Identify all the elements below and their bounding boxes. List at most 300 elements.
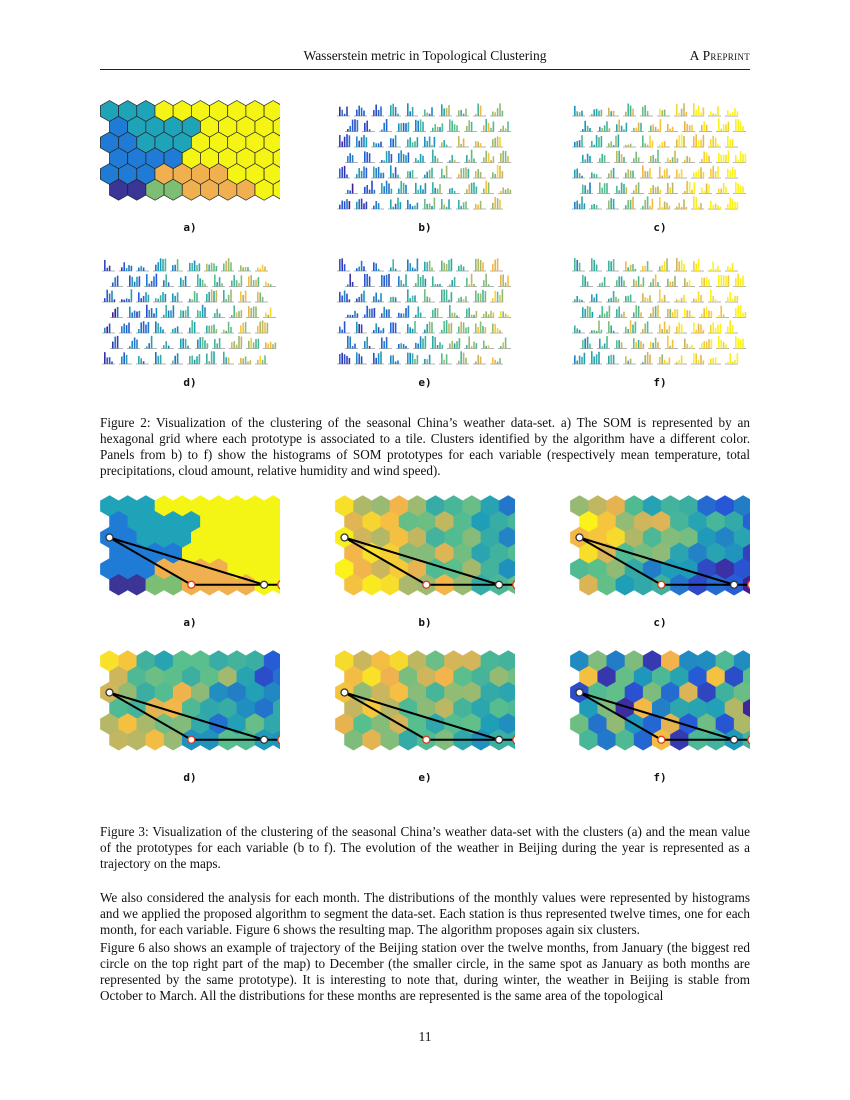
- fig2-hist-precipitation-bar: [708, 156, 710, 163]
- fig2-hist-precipitation-bar: [712, 205, 714, 209]
- fig2-hist-precipitation-bar: [677, 158, 679, 162]
- fig2-hist-temperature-bar: [352, 184, 354, 194]
- fig2-hist-humidity-bar: [442, 345, 444, 349]
- fig2-hist-wind-bar: [618, 340, 620, 348]
- figure-2-caption: Figure 2: Visualization of the clustering of the seasonal China’s weather data-set. a) The SOM is represented by an hexagonal grid where each prototype is associated to a tile. Clusters identified by the algorithm have a different color. Panels from b) to f) show the histograms of SOM prototypes for each variable (respectively mean temperature, total precipitations, cloud amount, relative humidity and wind speed).: [100, 415, 750, 478]
- fig2-hist-temperature-bar: [366, 137, 368, 147]
- fig2-hist-wind-bar: [649, 355, 651, 364]
- fig2-hist-precipitation-bar: [683, 103, 685, 116]
- fig3-cluster-map-trajectory-marker: [261, 581, 268, 588]
- fig2-hist-precipitation-bar: [579, 112, 581, 116]
- fig2-hist-wind-bar: [652, 279, 654, 287]
- fig2-hist-wind-bar: [698, 259, 700, 271]
- fig2-hist-precipitation-bar: [630, 171, 632, 178]
- fig2-hist-humidity-bar: [490, 311, 492, 318]
- fig2-hist-precipitation-bar: [626, 123, 628, 132]
- fig2-hist-wind-bar: [647, 298, 649, 302]
- fig2-hist-cloud-bar: [213, 324, 215, 333]
- fig2-hist-temperature-bar: [476, 186, 478, 193]
- fig3-cluster-map: [100, 495, 280, 610]
- fig2-hist-temperature-bar: [400, 150, 402, 162]
- fig2-hist-temperature-bar: [449, 189, 451, 194]
- fig2-hist-temperature-bar: [341, 201, 343, 209]
- fig2-hist-precipitation-bar: [584, 159, 586, 162]
- fig2-hist-cloud-bar: [131, 313, 133, 318]
- fig2-hist-cloud-bar: [214, 313, 216, 317]
- fig2-cluster-map: [100, 100, 280, 215]
- fig2-hist-cloud-bar: [199, 311, 201, 317]
- fig2-hist-wind-bar: [701, 314, 703, 318]
- fig2-hist-temperature-bar: [420, 119, 422, 131]
- fig2-hist-wind-bar: [669, 325, 671, 333]
- fig2-hist-precipitation-bar: [584, 203, 586, 209]
- fig2-hist-temperature-bar: [500, 191, 502, 193]
- fig2-hist-humidity-bar: [369, 276, 371, 286]
- fig2-hist-cloud-bar: [163, 315, 165, 318]
- fig2-hist-wind-bar: [701, 277, 703, 286]
- fig2-hist-temperature-bar: [458, 136, 460, 147]
- fig2-hist-wind-bar: [737, 353, 739, 364]
- fig2-hist-humidity-bar: [417, 274, 419, 286]
- fig2-hist-wind-bar: [676, 258, 678, 271]
- fig2-hist-wind-bar: [715, 328, 717, 333]
- fig2-hist-humidity-bar: [458, 326, 460, 333]
- fig2-hist-precipitation-bar: [613, 145, 615, 147]
- fig2-hist-cloud-bar: [131, 277, 133, 287]
- fig2-hist-wind-bar: [710, 269, 712, 271]
- fig2-hist-precipitation-bar: [684, 191, 686, 193]
- fig2-hist-precipitation-bar: [596, 174, 598, 178]
- fig2-hist-humidity-bar: [480, 321, 482, 333]
- fig2-hist-wind-bar: [681, 260, 683, 271]
- fig2-hist-humidity-bar: [378, 327, 380, 333]
- fig2-hist-precipitation-bar: [584, 121, 586, 132]
- fig2-hist-humidity-bar: [449, 284, 451, 286]
- fig2-hist-precipitation-bar: [712, 113, 714, 116]
- fig2-hist-precipitation-bar: [598, 137, 600, 147]
- fig2-hist-wind-bar: [693, 353, 695, 364]
- fig2-hist-cloud-bar: [165, 294, 167, 302]
- fig2-hist-cloud-bar: [123, 324, 125, 333]
- fig2-hist-cloud-bar: [240, 265, 242, 271]
- fig2-hist-humidity-bar: [466, 309, 468, 318]
- fig2-hist-wind-bar: [729, 353, 731, 364]
- fig2-hist-humidity-bar: [482, 290, 484, 302]
- fig2-hist-cloud-bar: [157, 262, 159, 271]
- fig2-hist-humidity-bar: [369, 346, 371, 348]
- fig2-hist-precipitation-bar: [676, 104, 678, 116]
- fig2-hist-cloud-bar: [174, 328, 176, 333]
- fig2-hist-wind-bar: [574, 258, 576, 271]
- fig2-hist-wind-bar: [582, 340, 584, 349]
- fig2-hist-precipitation-bar: [618, 120, 620, 132]
- fig2-hist-humidity-bar: [500, 275, 502, 287]
- fig2-hist-wind-bar: [625, 327, 627, 333]
- fig2-hist-humidity-bar: [446, 264, 448, 271]
- fig2-hist-precipitation-bar: [666, 168, 668, 178]
- fig2-hist-precipitation-bar: [657, 129, 659, 132]
- fig2-hist-precipitation-bar: [669, 160, 671, 163]
- fig2-hist-cloud-bar: [151, 308, 153, 317]
- fig2-hist-cloud-bar: [191, 355, 193, 364]
- fig2-hist-humidity: [335, 255, 515, 370]
- fig2-hist-humidity-bar: [499, 330, 501, 333]
- fig2-hist-wind-bar: [633, 279, 635, 286]
- fig2-hist-wind-bar: [642, 266, 644, 271]
- fig2-hist-temperature-bar: [378, 203, 380, 209]
- fig2-hist-humidity-bar: [357, 313, 359, 317]
- fig2-hist-temperature-bar: [344, 166, 346, 178]
- fig2-hist-wind-bar: [727, 297, 729, 302]
- fig2-hist-humidity-bar: [422, 275, 424, 286]
- fig2-hist-cloud-bar: [242, 295, 244, 302]
- fig2-hist-wind-bar: [649, 295, 651, 302]
- fig2-hist-wind-bar: [599, 339, 601, 349]
- fig2-hist-humidity-bar: [475, 324, 477, 333]
- fig2-hist-precipitation-bar: [710, 169, 712, 178]
- fig2-hist-temperature-bar: [446, 145, 448, 147]
- fig2-hist-humidity-bar: [392, 297, 394, 302]
- fig2-hist-humidity-bar: [375, 293, 377, 302]
- fig2-hist-humidity-bar: [499, 358, 501, 364]
- fig2-hist-temperature-bar: [458, 200, 460, 209]
- fig2-hist-precipitation-bar: [723, 183, 725, 193]
- fig2-hist-wind-bar: [676, 326, 678, 333]
- fig2-hist-cloud-bar: [182, 280, 184, 287]
- fig2-hist-precipitation-bar: [695, 110, 697, 116]
- fig2-hist-cloud-bar: [267, 315, 269, 318]
- fig2-hist-wind-bar: [638, 340, 640, 349]
- fig2-hist-cloud-bar: [253, 280, 255, 286]
- fig2-hist-precipitation-bar: [627, 200, 629, 209]
- fig2-hist-cloud-bar: [216, 282, 218, 286]
- fig3-cloud-map: [100, 650, 280, 765]
- fig2-hist-cloud-bar: [216, 290, 218, 302]
- fig2-hist-temperature-bar: [363, 166, 365, 178]
- fig2-hist-temperature-bar: [494, 112, 496, 116]
- fig2-hist-cloud-bar: [206, 294, 208, 302]
- fig2-hist-humidity-bar: [375, 263, 377, 271]
- fig2-hist-precipitation-bar: [601, 128, 603, 132]
- fig2-hist-precipitation-bar: [635, 185, 637, 194]
- fig2-hist-wind-bar: [643, 344, 645, 349]
- fig2-hist-precipitation-bar: [681, 207, 683, 209]
- fig2-hist-precipitation-bar: [627, 169, 629, 178]
- fig2-hist-temperature-bar: [414, 205, 416, 209]
- fig2-hist-precipitation-bar: [703, 107, 705, 116]
- fig2-hist-humidity-bar: [400, 343, 402, 348]
- fig2-hist-cloud-bar: [109, 266, 111, 271]
- fig2-hist-precipitation-bar: [659, 167, 661, 178]
- fig2-hist-cloud-bar: [153, 313, 155, 317]
- fig2-hist-humidity-bar: [451, 323, 453, 333]
- fig2-hist-humidity-bar: [497, 362, 499, 364]
- fig2-hist-cloud-bar: [155, 321, 157, 333]
- fig2-hist-precipitation-bar: [684, 160, 686, 163]
- fig2-hist-cloud-bar: [129, 346, 131, 348]
- fig2-hist-precipitation-bar: [642, 165, 644, 178]
- fig2-hist-temperature-bar: [480, 172, 482, 178]
- fig2-hist-temperature-bar: [488, 153, 490, 163]
- fig2-hist-wind-bar: [652, 343, 654, 349]
- fig2-hist-cloud-bar: [197, 310, 199, 317]
- fig2-hist-temperature-bar: [364, 123, 366, 132]
- fig2-hist-humidity-bar: [454, 343, 456, 348]
- fig2-hist-humidity-bar: [420, 277, 422, 287]
- fig2-hist-wind-bar: [584, 353, 586, 364]
- fig2-hist-precipitation-bar: [693, 196, 695, 209]
- fig2-hist-precipitation-bar: [701, 187, 703, 193]
- fig2-hist-precipitation-bar: [720, 129, 722, 132]
- fig2-hist-humidity-bar: [426, 262, 428, 271]
- fig2-hist-cloud-bar: [236, 345, 238, 349]
- fig2-hist-temperature-bar: [347, 190, 349, 194]
- fig2-hist-humidity-bar: [354, 344, 356, 349]
- fig2-hist-cloud-bar: [265, 342, 267, 348]
- fig2-hist-cloud-bar: [250, 360, 252, 364]
- fig2-hist-precipitation-bar: [638, 182, 640, 193]
- fig2-hist-temperature-bar: [497, 198, 499, 209]
- fig2-hist-wind-bar: [644, 297, 646, 302]
- fig2-hist-cloud-bar: [211, 325, 213, 333]
- fig2-hist-cloud-bar: [250, 308, 252, 317]
- fig2-hist-precipitation-bar: [647, 196, 649, 209]
- fig3-wind-map: [570, 650, 750, 765]
- fig2-hist-cloud-bar: [241, 310, 243, 317]
- fig2-hist-precipitation-bar: [655, 158, 657, 162]
- fig2-hist-precipitation-bar: [727, 169, 729, 178]
- fig2-hist-temperature-bar: [388, 151, 390, 163]
- fig2-hist-temperature-bar: [449, 160, 451, 162]
- fig2-hist-cloud-bar: [143, 267, 145, 271]
- fig2-hist-wind-bar: [596, 265, 598, 271]
- fig2-hist-wind-bar: [698, 324, 700, 333]
- fig2-hist-temperature-bar: [369, 129, 371, 131]
- fig2-hist-wind-bar: [727, 266, 729, 271]
- fig2-hist-humidity-bar: [476, 343, 478, 348]
- fig2-hist-wind-bar: [691, 315, 693, 317]
- fig2-hist-precipitation-bar: [610, 141, 612, 147]
- fig2-hist-cloud-bar: [264, 267, 266, 271]
- fig2-hist-temperature-bar: [460, 144, 462, 147]
- fig2-hist-wind-bar: [706, 307, 708, 318]
- fig2-hist-cloud-bar: [146, 346, 148, 348]
- fig2-hist-wind-bar: [695, 330, 697, 333]
- fig2-hist-wind-bar: [711, 339, 713, 348]
- fig2-hist-cloud-bar: [233, 275, 235, 287]
- fig2-hist-precipitation-bar: [725, 124, 727, 131]
- fig2-hist-cloud-bar: [197, 340, 199, 349]
- fig2-hist-wind-bar: [677, 309, 679, 317]
- fig2-hist-cloud-bar: [199, 354, 201, 364]
- fig2-hist-humidity-bar: [458, 266, 460, 271]
- fig2-hist-precipitation-bar: [650, 125, 652, 131]
- fig2-hist-wind-bar: [608, 299, 610, 302]
- fig2-hist-wind-bar: [703, 330, 705, 333]
- fig2-hist-temperature-bar: [468, 169, 470, 178]
- fig2-hist-temperature-bar: [500, 153, 502, 162]
- fig3-panel-a: [100, 495, 280, 630]
- fig2-hist-cloud-bar: [126, 268, 128, 271]
- fig2-hist-precipitation-bar: [630, 200, 632, 209]
- fig2-hist-temperature-bar: [441, 142, 443, 147]
- fig2-hist-cloud-bar: [168, 311, 170, 318]
- fig2-hist-precipitation-bar: [700, 167, 702, 178]
- fig2-hist-cloud-bar: [134, 311, 136, 318]
- fig2-hist-precipitation-bar: [633, 190, 635, 193]
- fig2-hist-humidity-bar: [429, 298, 431, 302]
- fig2-hist-wind-bar: [712, 296, 714, 302]
- fig2-hist-precipitation-bar: [652, 124, 654, 131]
- fig2-hist-wind-bar: [678, 322, 680, 333]
- fig2-hist-temperature-bar: [477, 169, 479, 178]
- fig2-hist-wind-bar: [627, 296, 629, 302]
- fig2-hist-wind-bar: [592, 312, 594, 318]
- fig2-hist-humidity-bar: [349, 337, 351, 349]
- fig2-hist-temperature-bar: [415, 183, 417, 194]
- fig3-precipitation-map-trajectory-marker: [731, 581, 738, 588]
- fig2-hist-precipitation-bar: [672, 157, 674, 162]
- fig2-hist-cloud-bar: [213, 351, 215, 364]
- fig2-hist-wind-bar: [703, 341, 705, 348]
- fig3-cloud-map-trajectory-marker: [261, 736, 268, 743]
- fig2-hist-humidity-bar: [432, 276, 434, 286]
- fig2-hist-precipitation-bar: [727, 136, 729, 147]
- fig2-hist-cloud-bar: [253, 342, 255, 348]
- fig2-hist-temperature-bar: [449, 119, 451, 131]
- fig2-hist-precipitation-bar: [742, 126, 744, 131]
- fig2-hist-temperature-bar: [497, 136, 499, 147]
- fig2-hist-cloud-bar: [143, 321, 145, 333]
- fig2-label-f: f): [653, 376, 667, 389]
- fig2-hist-cloud-bar: [191, 299, 193, 302]
- fig2-hist-cloud-bar: [174, 356, 176, 364]
- fig2-hist-temperature-bar: [471, 183, 473, 194]
- fig2-hist-cloud-bar: [238, 283, 240, 287]
- fig2-hist-temperature-bar: [468, 160, 470, 163]
- fig2-hist-wind-bar: [599, 283, 601, 286]
- fig2-hist-temperature-bar: [352, 155, 354, 162]
- fig2-hist-temperature-bar: [431, 206, 433, 209]
- fig2-hist-humidity-bar: [361, 261, 363, 271]
- fig2-hist-humidity-bar: [483, 314, 485, 318]
- fig2-hist-precipitation-bar: [737, 202, 739, 209]
- fig2-hist-wind-bar: [720, 340, 722, 349]
- fig2-hist-wind-bar: [606, 311, 608, 317]
- fig2-hist-humidity-bar: [429, 322, 431, 333]
- fig2-hist-temperature-bar: [502, 151, 504, 163]
- fig2-hist-precipitation-bar: [608, 173, 610, 178]
- fig2-hist-temperature-bar: [374, 190, 376, 194]
- fig2-hist-humidity-bar: [477, 293, 479, 302]
- fig2-hist-precipitation-bar: [652, 141, 654, 147]
- fig2-hist-temperature-bar: [434, 198, 436, 209]
- fig2-hist-humidity-bar: [381, 313, 383, 317]
- fig2-hist-humidity-bar: [431, 267, 433, 271]
- fig2-hist-wind-bar: [613, 291, 615, 302]
- fig2-hist-wind-bar: [633, 338, 635, 348]
- fig2-hist-precipitation-bar: [601, 188, 603, 194]
- fig2-hist-cloud-bar: [206, 353, 208, 364]
- fig2-hist-precipitation-bar: [591, 205, 593, 209]
- fig2-hist-temperature-bar: [409, 171, 411, 178]
- fig3-humidity-map-trajectory-marker: [496, 736, 503, 743]
- fig2-hist-temperature-bar: [497, 108, 499, 116]
- fig2-hist-precipitation-bar: [632, 109, 634, 116]
- fig2-hist-wind-bar: [581, 300, 583, 302]
- fig2-hist-temperature-bar: [439, 127, 441, 131]
- fig2-hist-precipitation-bar: [598, 111, 600, 116]
- fig2-hist-wind-bar: [686, 282, 688, 286]
- fig2-hist-humidity-bar: [364, 274, 366, 287]
- fig2-hist-cloud-bar: [257, 326, 259, 333]
- fig2-hist-temperature-bar: [366, 168, 368, 178]
- fig2-hist-precipitation-bar: [642, 107, 644, 116]
- fig2-hist-temperature-bar: [460, 110, 462, 116]
- fig2-hist-humidity-bar: [374, 308, 376, 317]
- fig2-hist-precipitation-bar: [689, 157, 691, 162]
- fig2-hist-cloud-bar: [238, 311, 240, 317]
- fig2-hist-temperature-bar: [403, 183, 405, 194]
- fig2-hist-cloud-bar: [131, 266, 133, 271]
- fig2-hist-precipitation-bar: [621, 126, 623, 132]
- fig2-hist-temperature-bar: [475, 114, 477, 116]
- fig2-hist-humidity-bar: [465, 328, 467, 333]
- fig2-hist-temperature-bar: [417, 160, 419, 162]
- fig2-hist-wind-bar: [598, 321, 600, 333]
- fig2-hist-temperature-bar: [451, 188, 453, 194]
- fig2-hist-humidity-bar: [378, 269, 380, 271]
- fig2-panel-a: [100, 100, 280, 235]
- fig2-hist-cloud-bar: [225, 357, 227, 364]
- fig2-hist-wind-bar: [676, 299, 678, 302]
- fig2-hist-cloud-bar: [134, 337, 136, 348]
- fig2-hist-cloud-bar: [202, 337, 204, 349]
- fig2-hist-cloud-bar: [194, 291, 196, 302]
- fig2-hist-cloud-bar: [109, 294, 111, 302]
- fig2-hist-temperature-bar: [454, 160, 456, 163]
- fig2-hist-humidity-bar: [408, 305, 410, 317]
- fig2-hist-temperature-bar: [339, 169, 341, 178]
- fig2-hist-temperature-bar: [505, 190, 507, 194]
- fig2-hist-temperature-bar: [349, 126, 351, 132]
- fig2-hist-wind-bar: [650, 342, 652, 349]
- fig2-hist-humidity-bar: [400, 313, 402, 317]
- fig2-hist-temperature-bar: [347, 156, 349, 162]
- fig2-hist-precipitation-bar: [633, 128, 635, 132]
- fig2-hist-humidity-bar: [502, 289, 504, 302]
- fig2-hist-precipitation-bar: [723, 155, 725, 163]
- fig2-hist-humidity-bar: [349, 315, 351, 318]
- fig2-hist-temperature-bar: [424, 199, 426, 209]
- fig2-hist-temperature-bar: [412, 142, 414, 147]
- fig2-hist-cloud-bar: [191, 263, 193, 271]
- fig2-hist-precipitation-bar: [609, 128, 611, 131]
- fig2-hist-precipitation-bar: [735, 119, 737, 131]
- fig2-hist-wind-bar: [676, 362, 678, 364]
- fig2-hist-humidity-bar: [492, 357, 494, 364]
- fig2-hist-temperature-bar: [347, 129, 349, 131]
- figure-3-caption: Figure 3: Visualization of the clustering of the seasonal China’s weather data-set with the clusters (a) and the mean value of the prototypes for each variable (b to f). The evolution of the weather in Beijing during the year is represented as a trajectory on the maps.: [100, 824, 750, 871]
- fig2-hist-wind-bar: [718, 336, 720, 349]
- fig2-hist-humidity-bar: [500, 311, 502, 317]
- fig2-hist-temperature-bar: [448, 105, 450, 116]
- fig2-hist-humidity-bar: [443, 263, 445, 271]
- fig2-hist-cloud-bar: [262, 320, 264, 333]
- fig3-wind-map-trajectory-marker: [731, 736, 738, 743]
- fig2-label-d: d): [183, 376, 197, 389]
- fig2-hist-precipitation-bar: [669, 187, 671, 193]
